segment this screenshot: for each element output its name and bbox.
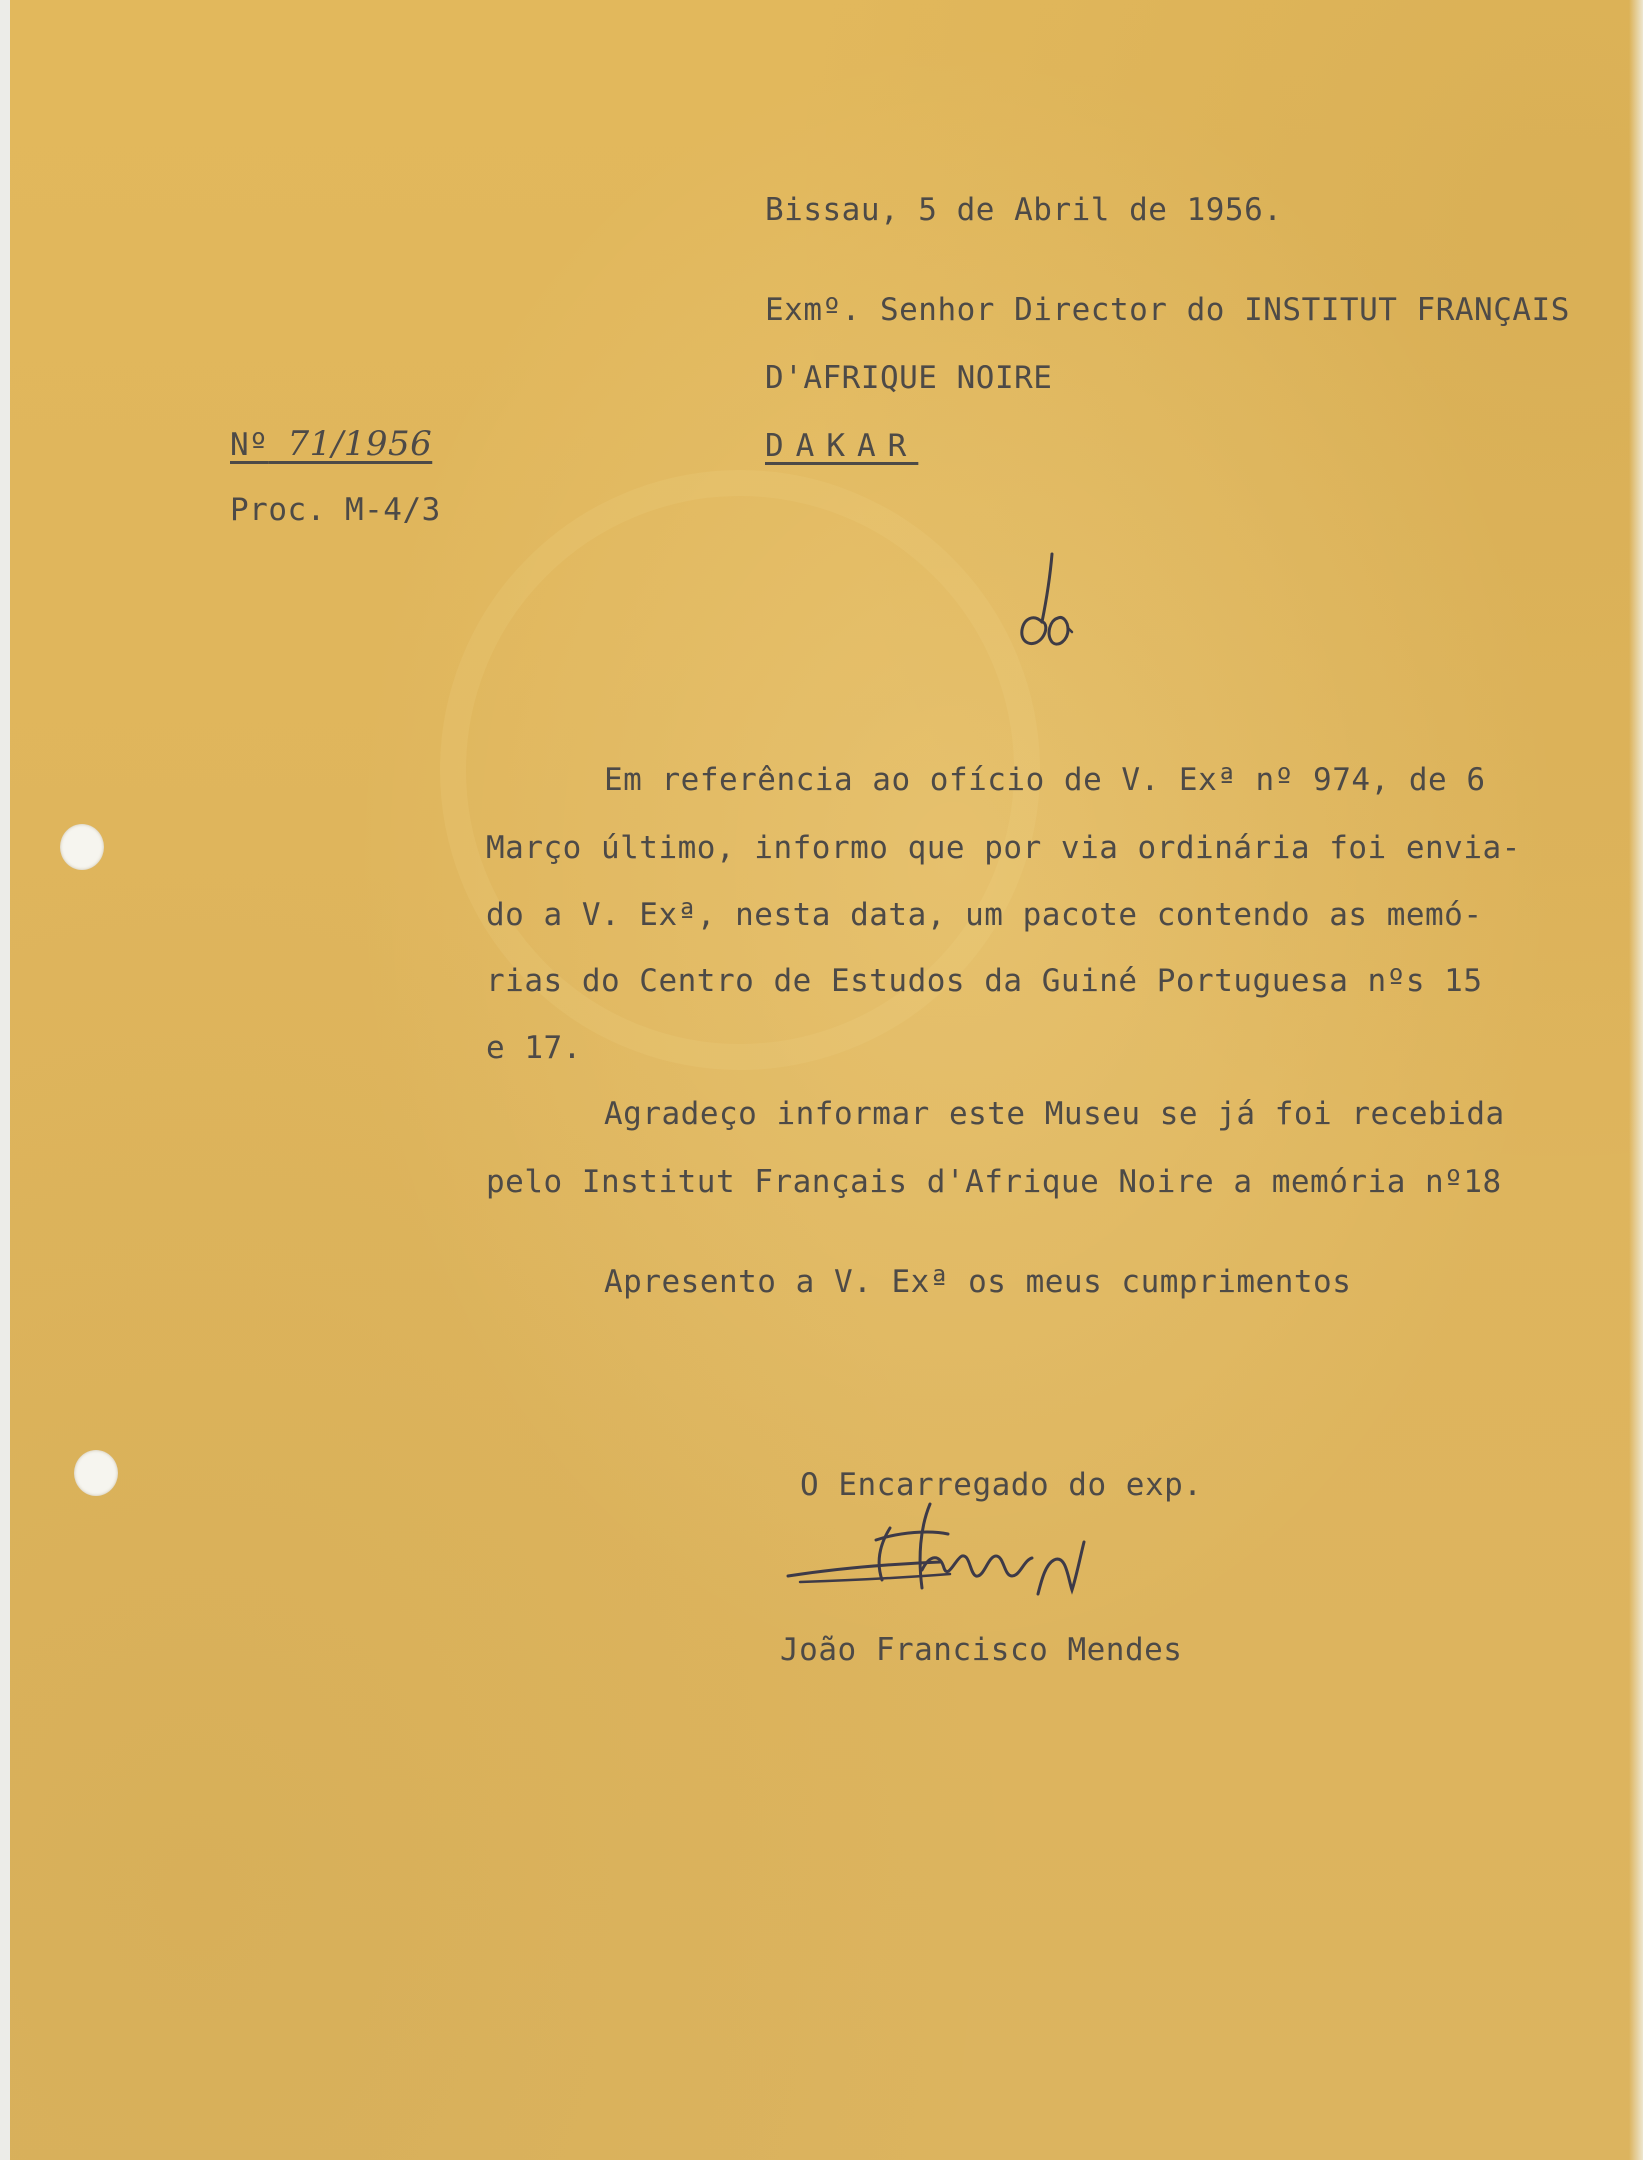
reference-number: [230, 424, 432, 464]
body-line-5: e 17.: [486, 1030, 582, 1066]
handwritten-margin-annotation: [1006, 548, 1086, 668]
reference-number-prefix: Nº: [230, 427, 269, 463]
recipient-line-2: D'AFRIQUE NOIRE: [765, 360, 1053, 396]
date-line: Bissau, 5 de Abril de 1956.: [765, 192, 1283, 228]
signer-name: João Francisco Mendes: [780, 1632, 1183, 1668]
recipient-city: DAKAR: [765, 428, 919, 464]
recipient-line-1: Exmº. Senhor Director do INSTITUT FRANÇAIS: [765, 292, 1570, 328]
body-line-6: Agradeço informar este Museu se já foi recebida: [604, 1096, 1505, 1132]
reference-number-value: 71/1956: [287, 424, 433, 464]
reference-process: Proc. M-4/3: [230, 492, 441, 528]
body-line-8: Apresento a V. Exª os meus cumprimentos: [604, 1264, 1352, 1300]
body-line-7: pelo Institut Français d'Afrique Noire a memória nº18: [486, 1164, 1502, 1200]
body-line-2: Março último, informo que por via ordinária foi envia-: [486, 830, 1521, 866]
scan-left-edge: [0, 0, 10, 2160]
signatory-role: O Encarregado do exp.: [800, 1467, 1203, 1503]
body-line-3: do a V. Exª, nesta data, um pacote contendo as memó-: [486, 897, 1483, 933]
punch-hole-top: [60, 824, 104, 870]
body-line-4: rias do Centro de Estudos da Guiné Portuguesa nºs 15: [486, 963, 1483, 999]
punch-hole-bottom: [74, 1450, 118, 1496]
handwritten-signature: [780, 1498, 1140, 1608]
scan-right-edge: [1629, 0, 1643, 2160]
body-line-1: Em referência ao ofício de V. Exª nº 974, de 6: [604, 762, 1486, 798]
